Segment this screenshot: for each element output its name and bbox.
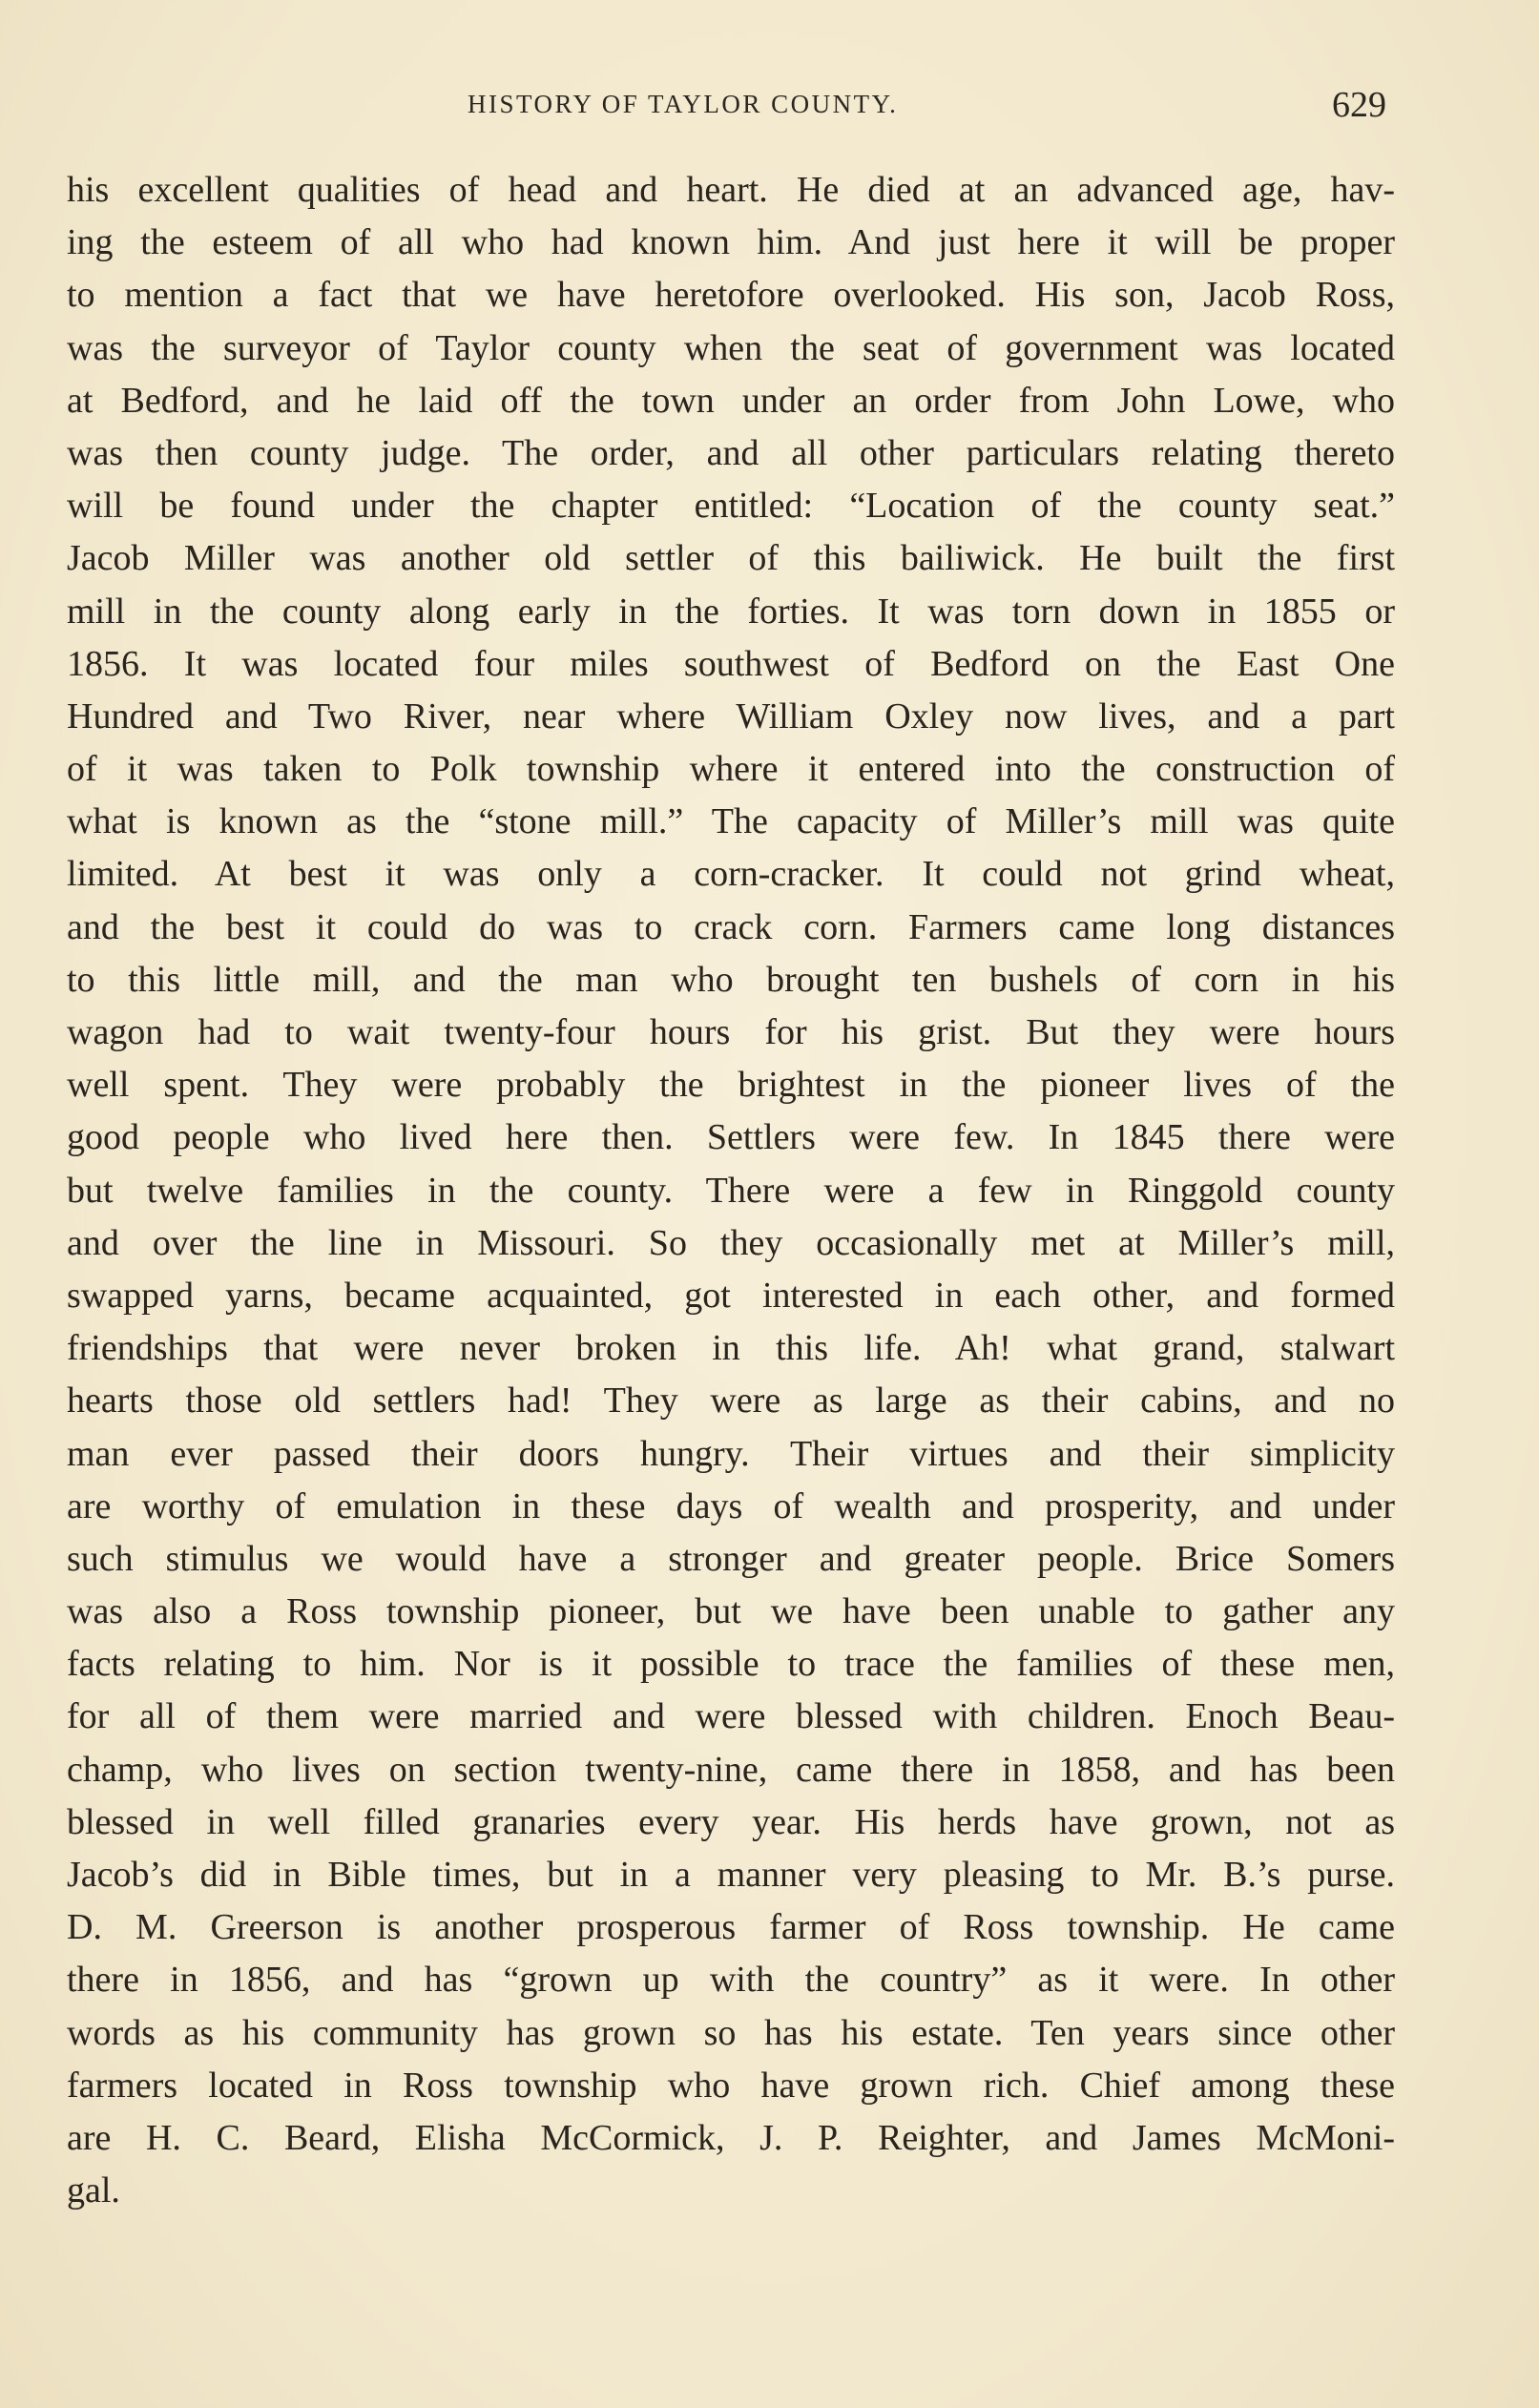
text-line: words as his community has grown so has his estate. Ten years since other bbox=[67, 2012, 1395, 2053]
text-line: was then county judge. The order, and all other particulars relating thereto bbox=[67, 432, 1395, 473]
text-line: of it was taken to Polk township where it entered into the construction of bbox=[67, 749, 1395, 790]
text-line: are H. C. Beard, Elisha McCormick, J. P. Reighter, and James McMoni- bbox=[67, 2117, 1395, 2158]
text-line: to this little mill, and the man who brought ten bushels of corn in his bbox=[67, 959, 1395, 1000]
text-line: D. M. Greerson is another prosperous farmer of Ross township. He came bbox=[67, 1907, 1395, 1948]
body-text bbox=[67, 164, 1395, 2217]
text-line: but twelve families in the county. There were a few in Ringgold county bbox=[67, 1170, 1395, 1211]
text-line: there in 1856, and has “grown up with the country” as it were. In other bbox=[67, 1960, 1395, 2001]
text-line: man ever passed their doors hungry. Their virtues and their simplicity bbox=[67, 1433, 1395, 1474]
text-line: and over the line in Missouri. So they occasionally met at Miller’s mill, bbox=[67, 1222, 1395, 1263]
running-head-title: HISTORY OF TAYLOR COUNTY. bbox=[468, 90, 899, 118]
text-line: was also a Ross township pioneer, but we have been unable to gather any bbox=[67, 1591, 1395, 1632]
text-line: his excellent qualities of head and heart. He died at an advanced age, hav- bbox=[67, 170, 1395, 210]
text-line: 1856. It was located four miles southwest of Bedford on the East One bbox=[67, 643, 1395, 684]
text-line: facts relating to him. Nor is it possible to trace the families of these men, bbox=[67, 1644, 1395, 1685]
text-line: friendships that were never broken in this life. Ah! what grand, stalwart bbox=[67, 1328, 1395, 1369]
text-line: such stimulus we would have a stronger and greater people. Brice Somers bbox=[67, 1538, 1395, 1579]
text-line: for all of them were married and were blessed with children. Enoch Beau- bbox=[67, 1696, 1395, 1737]
text-line: swapped yarns, became acquainted, got interested in each other, and formed bbox=[67, 1275, 1395, 1316]
text-line: at Bedford, and he laid off the town under an order from John Lowe, who bbox=[67, 380, 1395, 421]
text-line: well spent. They were probably the brightest in the pioneer lives of the bbox=[67, 1065, 1395, 1106]
text-line: was the surveyor of Taylor county when the seat of government was located bbox=[67, 327, 1395, 368]
text-line: hearts those old settlers had! They were as large as their cabins, and no bbox=[67, 1380, 1395, 1422]
text-line: limited. At best it was only a corn-cracker. It could not grind wheat, bbox=[67, 854, 1395, 895]
text-line: champ, who lives on section twenty-nine, came there in 1858, and has been bbox=[67, 1749, 1395, 1790]
text-line: good people who lived here then. Settlers were few. In 1845 there were bbox=[67, 1117, 1395, 1158]
text-line: farmers located in Ross township who have grown rich. Chief among these bbox=[67, 2065, 1395, 2106]
text-line: mill in the county along early in the forties. It was torn down in 1855 or bbox=[67, 591, 1395, 632]
text-line: will be found under the chapter entitled: “Location of the county seat.” bbox=[67, 486, 1395, 527]
text-line: to mention a fact that we have heretofore overlooked. His son, Jacob Ross, bbox=[67, 275, 1395, 316]
text-line: Hundred and Two River, near where William Oxley now lives, and a part bbox=[67, 695, 1395, 737]
text-line: gal. bbox=[67, 2170, 120, 2211]
text-line: Jacob Miller was another old settler of this bailiwick. He built the first bbox=[67, 538, 1395, 579]
text-line: wagon had to wait twenty-four hours for his grist. But they were hours bbox=[67, 1012, 1395, 1052]
text-line: ing the esteem of all who had known him. And just here it will be proper bbox=[67, 222, 1395, 263]
text-line: are worthy of emulation in these days of wealth and prosperity, and under bbox=[67, 1485, 1395, 1526]
text-line: what is known as the “stone mill.” The capacity of Miller’s mill was quite bbox=[67, 801, 1395, 842]
text-line: Jacob’s did in Bible times, but in a manner very pleasing to Mr. B.’s purse. bbox=[67, 1855, 1395, 1895]
text-line: and the best it could do was to crack corn. Farmers came long distances bbox=[67, 906, 1395, 947]
page-number: 629 bbox=[1332, 85, 1386, 125]
text-line: blessed in well filled granaries every year. His herds have grown, not as bbox=[67, 1801, 1395, 1842]
